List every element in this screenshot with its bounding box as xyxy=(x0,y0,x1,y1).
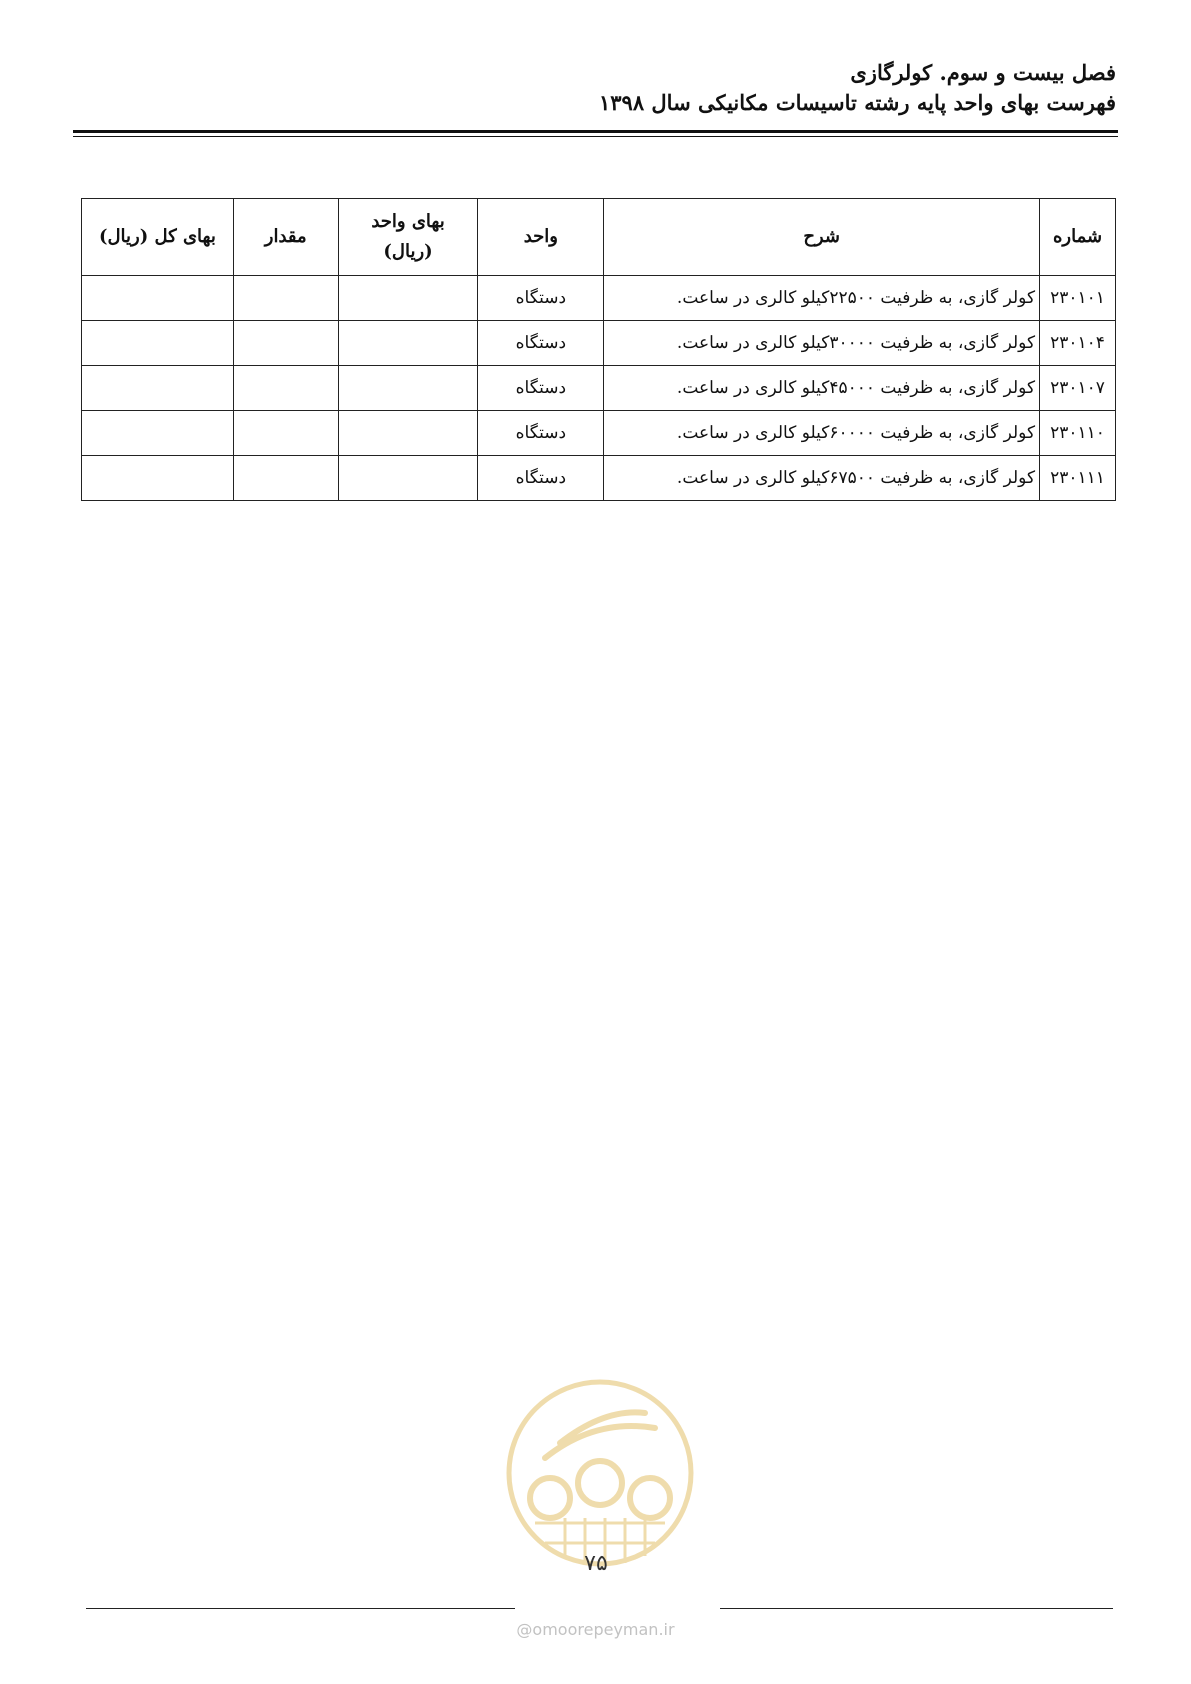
row-unit-price xyxy=(338,366,478,411)
row-description: کولر گازی، به ظرفیت ۴۵۰۰۰کیلو کالری در ساعت. xyxy=(604,366,1040,411)
row-unit-price xyxy=(338,456,478,501)
unit-price-label: بهای واحد xyxy=(371,211,445,232)
column-header-unit: واحد xyxy=(478,199,604,276)
table-row xyxy=(82,456,1116,501)
row-code: ۲۳۰۱۰۷ xyxy=(1040,366,1116,411)
row-quantity xyxy=(233,456,338,501)
table-row xyxy=(82,411,1116,456)
row-description: کولر گازی، به ظرفیت ۶۷۵۰۰کیلو کالری در ساعت. xyxy=(604,456,1040,501)
watermark-logo xyxy=(505,1378,695,1572)
row-unit-price xyxy=(338,411,478,456)
footer-rule-right xyxy=(720,1608,1113,1609)
row-unit-price xyxy=(338,276,478,321)
column-header-quantity: مقدار xyxy=(233,199,338,276)
header-rule-thin xyxy=(73,136,1118,137)
row-description: کولر گازی، به ظرفیت ۲۲۵۰۰کیلو کالری در ساعت. xyxy=(604,276,1040,321)
document-subtitle: فهرست بهای واحد پایه رشته تاسیسات مکانیکی سال ۱۳۹۸ xyxy=(598,90,1116,115)
row-description: کولر گازی، به ظرفیت ۶۰۰۰۰کیلو کالری در ساعت. xyxy=(604,411,1040,456)
row-code: ۲۳۰۱۱۱ xyxy=(1040,456,1116,501)
row-quantity xyxy=(233,276,338,321)
row-total-price xyxy=(82,276,234,321)
row-code: ۲۳۰۱۰۱ xyxy=(1040,276,1116,321)
unit-price-currency: (ریال) xyxy=(383,241,433,262)
page-header xyxy=(599,58,1116,118)
row-unit-price xyxy=(338,321,478,366)
header-rule-thick xyxy=(73,130,1118,133)
row-quantity xyxy=(233,321,338,366)
column-header-unit-price xyxy=(338,199,478,276)
row-total-price xyxy=(82,366,234,411)
table-row xyxy=(82,276,1116,321)
column-header-code: شماره xyxy=(1040,199,1116,276)
page-number: ۷۵ xyxy=(584,1551,608,1576)
column-header-total-price: بهای کل (ریال) xyxy=(82,199,234,276)
website-watermark: @omoorepeyman.ir xyxy=(516,1620,675,1639)
table-header-row xyxy=(82,199,1116,276)
table-row xyxy=(82,366,1116,411)
row-quantity xyxy=(233,366,338,411)
row-code: ۲۳۰۱۱۰ xyxy=(1040,411,1116,456)
table-row xyxy=(82,321,1116,366)
footer-rule-left xyxy=(86,1608,515,1609)
row-total-price xyxy=(82,456,234,501)
price-table xyxy=(81,198,1116,501)
row-total-price xyxy=(82,321,234,366)
row-total-price xyxy=(82,411,234,456)
row-unit: دستگاه xyxy=(478,321,604,366)
gear-emblem-icon xyxy=(505,1378,695,1568)
column-header-description: شرح xyxy=(604,199,1040,276)
row-code: ۲۳۰۱۰۴ xyxy=(1040,321,1116,366)
row-quantity xyxy=(233,411,338,456)
row-unit: دستگاه xyxy=(478,411,604,456)
row-unit: دستگاه xyxy=(478,276,604,321)
row-unit: دستگاه xyxy=(478,456,604,501)
chapter-title: فصل بیست و سوم. کولرگازی xyxy=(850,60,1116,85)
row-description: کولر گازی، به ظرفیت ۳۰۰۰۰کیلو کالری در ساعت. xyxy=(604,321,1040,366)
row-unit: دستگاه xyxy=(478,366,604,411)
